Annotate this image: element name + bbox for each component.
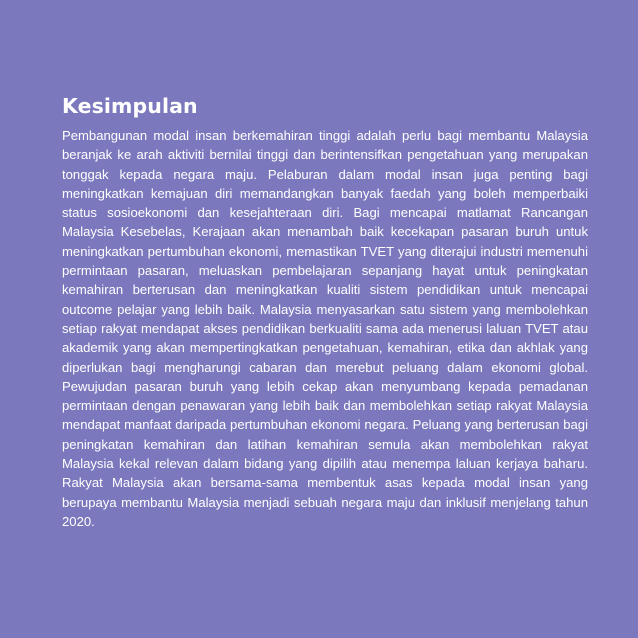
conclusion-section [62, 92, 588, 531]
section-heading: Kesimpulan [62, 94, 198, 118]
conclusion-paragraph: Pembangunan modal insan berkemahiran tinggi adalah perlu bagi membantu Malaysia beranjak ke arah aktiviti bernilai tinggi dan berintensifkan pengetahuan yang merupakan tonggak kepada negara maju. Pelaburan dalam modal insan juga penting bagi meningkatkan kemajuan diri memandangkan banyak faedah yang boleh memperbaiki status sosioekonomi dan kesejahteraan diri. Bagi mencapai matlamat Rancangan Malaysia Kesebelas, Kerajaan akan menambah baik kecekapan pasaran buruh untuk meningkatkan pertumbuhan ekonomi, memastikan TVET yang diterajui industri memenuhi permintaan pasaran, meluaskan pembelajaran sepanjang hayat untuk peningkatan kemahiran berterusan dan meningkatkan kualiti sistem pendidikan untuk mencapai outcome pelajar yang lebih baik. Malaysia menyasarkan satu sistem yang membolehkan setiap rakyat mendapat akses pendidikan berkualiti sama ada menerusi laluan TVET atau akademik yang akan mempertingkatkan pengetahuan, kemahiran, etika dan akhlak yang diperlukan bagi mengharungi cabaran dan merebut peluang dalam ekonomi global. Pewujudan pasaran buruh yang lebih cekap akan menyumbang kepada pemadanan permintaan dengan penawaran yang lebih baik dan membolehkan setiap rakyat Malaysia mendapat manfaat daripada pertumbuhan ekonomi negara. Peluang yang berterusan bagi peningkatan kemahiran dan latihan kemahiran semula akan membolehkan rakyat Malaysia kekal relevan dalam bidang yang dipilih atau menempa laluan kerjaya baharu. Rakyat Malaysia akan bersama-sama membentuk asas kepada modal insan yang berupaya membantu Malaysia menjadi sebuah negara maju dan inklusif menjelang tahun 2020. [62, 128, 588, 529]
